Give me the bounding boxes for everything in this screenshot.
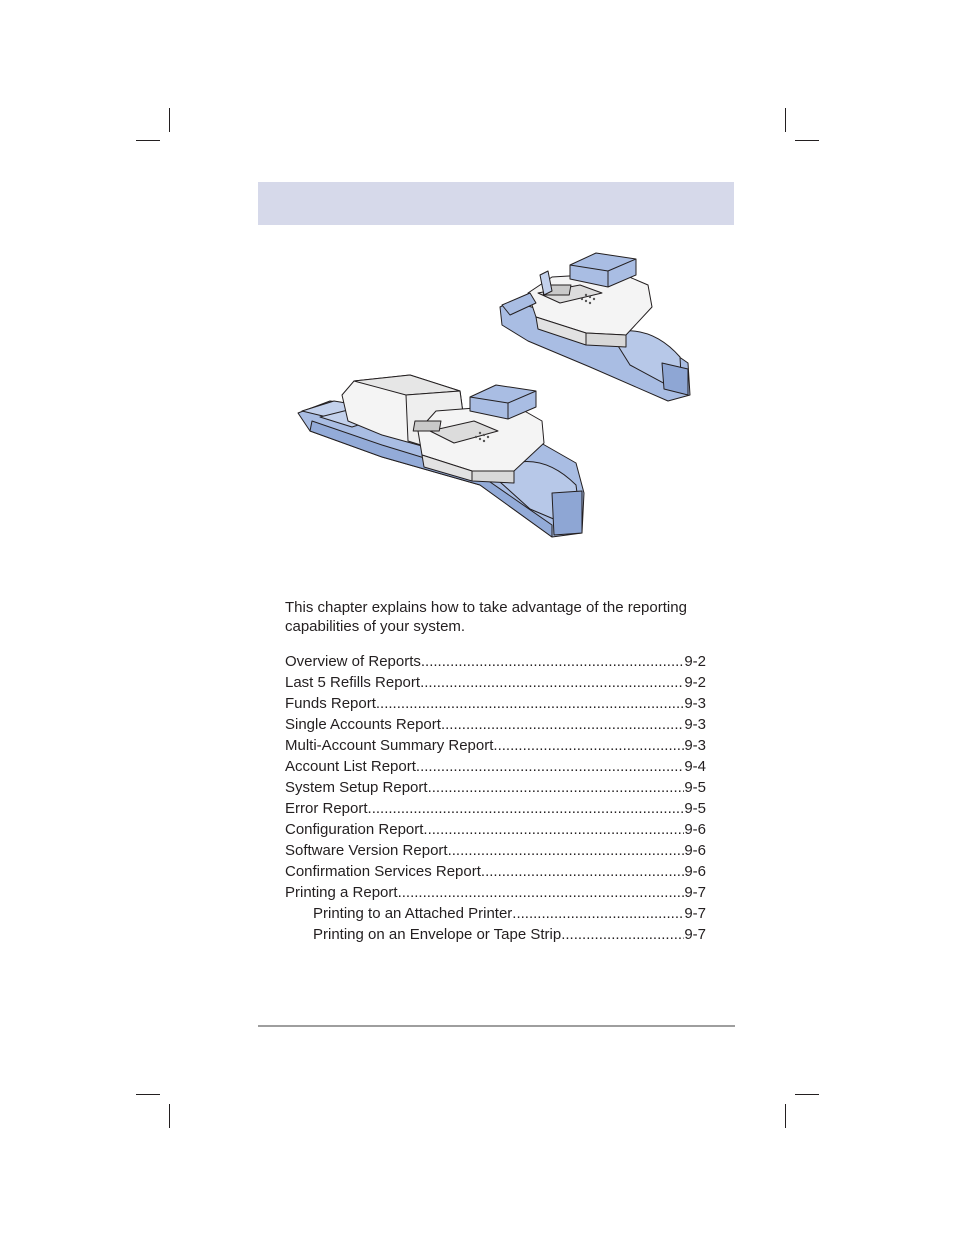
toc-entry[interactable]	[285, 735, 706, 756]
toc-entry[interactable]	[285, 777, 706, 798]
crop-mark	[785, 108, 786, 132]
toc-entry[interactable]	[285, 798, 706, 819]
toc-leader-dots	[561, 924, 684, 945]
toc-entry-page: 9-5	[684, 800, 706, 817]
toc-entry-page: 9-5	[684, 779, 706, 796]
toc-entry-page: 9-6	[684, 821, 706, 838]
toc-entry[interactable]	[285, 882, 706, 903]
toc-entry-title: Funds Report	[285, 695, 376, 712]
toc-leader-dots	[416, 756, 684, 777]
postage-meter-machines-illustration	[290, 245, 700, 545]
toc-entry-title: Account List Report	[285, 758, 416, 775]
toc-entry-title: Confirmation Services Report	[285, 863, 481, 880]
chapter-header-band	[258, 182, 734, 225]
toc-entry-page: 9-4	[684, 758, 706, 775]
toc-leader-dots	[423, 819, 684, 840]
toc-entry[interactable]	[285, 861, 706, 882]
chapter-intro-text: This chapter explains how to take advantage of the reporting capabilities of your system.	[285, 599, 687, 635]
toc-entry[interactable]	[285, 840, 706, 861]
toc-leader-dots	[428, 777, 685, 798]
toc-entry-page: 9-3	[684, 695, 706, 712]
crop-mark	[785, 1104, 786, 1128]
toc-entry-title: Last 5 Refills Report	[285, 674, 421, 691]
toc-entry-title: System Setup Report	[285, 779, 428, 796]
toc-entry-title: Overview of Reports	[285, 653, 421, 670]
toc-entry-title: Error Report	[285, 800, 368, 817]
toc-entry-title: Multi-Account Summary Report	[285, 737, 494, 754]
toc-leader-dots	[376, 693, 684, 714]
toc-entry[interactable]	[285, 714, 706, 735]
toc-entry[interactable]	[313, 924, 706, 945]
toc-entry[interactable]	[285, 819, 706, 840]
toc-entry[interactable]	[285, 672, 706, 693]
footer-rule	[258, 1025, 735, 1027]
toc-entry-title: Software Version Report	[285, 842, 448, 859]
toc-leader-dots	[448, 840, 685, 861]
toc-entry-page: 9-7	[684, 926, 706, 943]
toc-leader-dots	[420, 672, 684, 693]
toc-entry-title: Configuration Report	[285, 821, 424, 838]
toc-entry-page: 9-6	[684, 842, 706, 859]
toc-entry-page: 9-3	[684, 716, 706, 733]
toc-leader-dots	[481, 861, 684, 882]
crop-mark	[136, 1094, 160, 1095]
toc-leader-dots	[421, 651, 684, 672]
toc-leader-dots	[493, 735, 684, 756]
toc-entry-title: Printing a Report	[285, 884, 398, 901]
crop-mark	[169, 108, 170, 132]
toc-entry-page: 9-6	[684, 863, 706, 880]
toc-leader-dots	[441, 714, 684, 735]
toc-entry-title: Printing to an Attached Printer	[313, 905, 513, 922]
toc-leader-dots	[368, 798, 685, 819]
toc-entry[interactable]	[285, 693, 706, 714]
crop-mark	[795, 1094, 819, 1095]
toc-leader-dots	[398, 882, 685, 903]
table-of-contents	[285, 651, 706, 945]
toc-entry[interactable]	[313, 903, 706, 924]
toc-entry-title: Single Accounts Report	[285, 716, 441, 733]
toc-entry-page: 9-2	[684, 653, 706, 670]
crop-mark	[136, 140, 160, 141]
toc-entry[interactable]	[285, 756, 706, 777]
toc-entry-page: 9-7	[684, 905, 706, 922]
toc-entry-page: 9-2	[684, 674, 706, 691]
toc-entry[interactable]	[285, 651, 706, 672]
crop-mark	[169, 1104, 170, 1128]
toc-entry-page: 9-3	[684, 737, 706, 754]
crop-mark	[795, 140, 819, 141]
toc-entry-title: Printing on an Envelope or Tape Strip	[313, 926, 562, 943]
toc-entry-page: 9-7	[684, 884, 706, 901]
toc-leader-dots	[512, 903, 684, 924]
